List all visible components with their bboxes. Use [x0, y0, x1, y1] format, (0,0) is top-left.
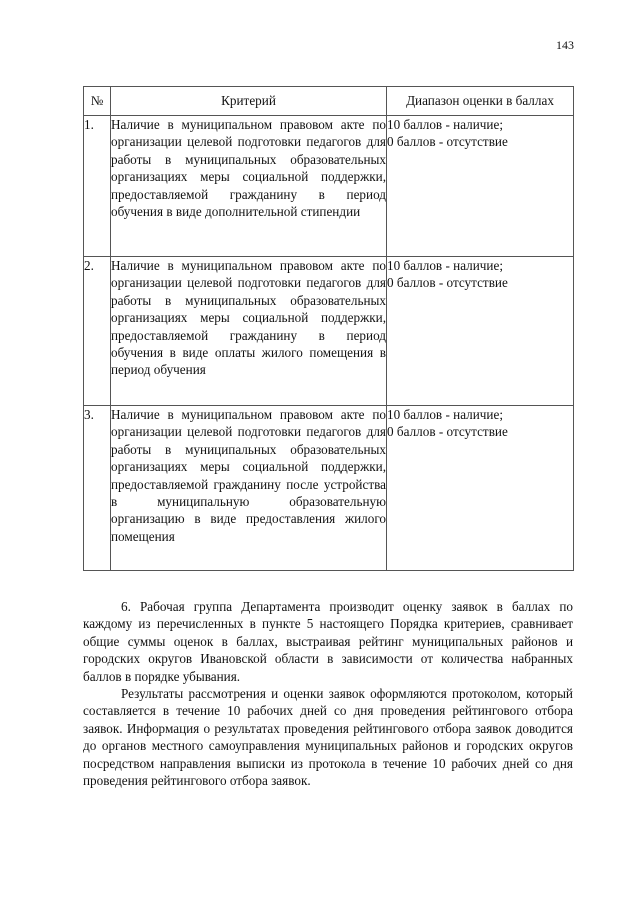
- criterion-text: Наличие в муниципальном правовом акте по организации целевой подготовки педагогов для работы в муниципальных образовательных организациях меры социальной поддержки, предоставляемой гражданину в период обучения в виде оплаты жилого помещения в период обучения: [111, 257, 387, 406]
- header-score-range: Диапазон оценки в баллах: [387, 87, 574, 116]
- criterion-text: Наличие в муниципальном правовом акте по организации целевой подготовки педагогов для работы в муниципальных образовательных организациях меры социальной поддержки, предоставляемой гражданину в период обучения в виде дополнительной стипендии: [111, 116, 387, 257]
- table-row: [84, 406, 574, 571]
- score-presence: 10 баллов - наличие;: [387, 407, 504, 422]
- criteria-table: [83, 86, 574, 571]
- body-text: [83, 598, 573, 789]
- score-absence: 0 баллов - отсутствие: [387, 275, 508, 291]
- row-number: 3.: [84, 406, 111, 571]
- score-absence: 0 баллов - отсутствие: [387, 134, 508, 150]
- row-number: 1.: [84, 116, 111, 257]
- score-absence: 0 баллов - отсутствие: [387, 424, 508, 440]
- table-row: [84, 116, 574, 257]
- page-number: 143: [556, 38, 574, 52]
- score-range: [387, 406, 574, 571]
- table-header-row: [84, 87, 574, 116]
- score-presence: 10 баллов - наличие;: [387, 117, 504, 132]
- table-row: [84, 257, 574, 406]
- row-number: 2.: [84, 257, 111, 406]
- score-range: [387, 116, 574, 257]
- score-presence: 10 баллов - наличие;: [387, 258, 504, 273]
- header-criterion: Критерий: [111, 87, 387, 116]
- header-number: №: [84, 87, 111, 116]
- paragraph-scoring: 6. Рабочая группа Департамента производит оценку заявок в баллах по каждому из перечисленных в пункте 5 настоящего Порядка критериев, сравнивает общие суммы оценок в баллах, выстраивая рейтинг муниципальных районов и городских округов Ивановской области в зависимости от количества набранных баллов в порядке убывания.: [83, 599, 573, 684]
- criterion-text: Наличие в муниципальном правовом акте по организации целевой подготовки педагогов для работы в муниципальных образовательных организациях меры социальной поддержки, предоставляемой гражданину после устройства в муниципальную образовательную организацию в виде предоставления жилого помещения: [111, 406, 387, 571]
- paragraph-results: Результаты рассмотрения и оценки заявок оформляются протоколом, который составляется в течение 10 рабочих дней со дня проведения рейтингового отбора заявок. Информация о результатах проведения рейтингового отбора заявок доводится до органов местного самоуправления муниципальных районов и городских округов посредством направления выписки из протокола в течение 10 рабочих дней со дня проведения рейтингового отбора заявок.: [83, 686, 573, 789]
- score-range: [387, 257, 574, 406]
